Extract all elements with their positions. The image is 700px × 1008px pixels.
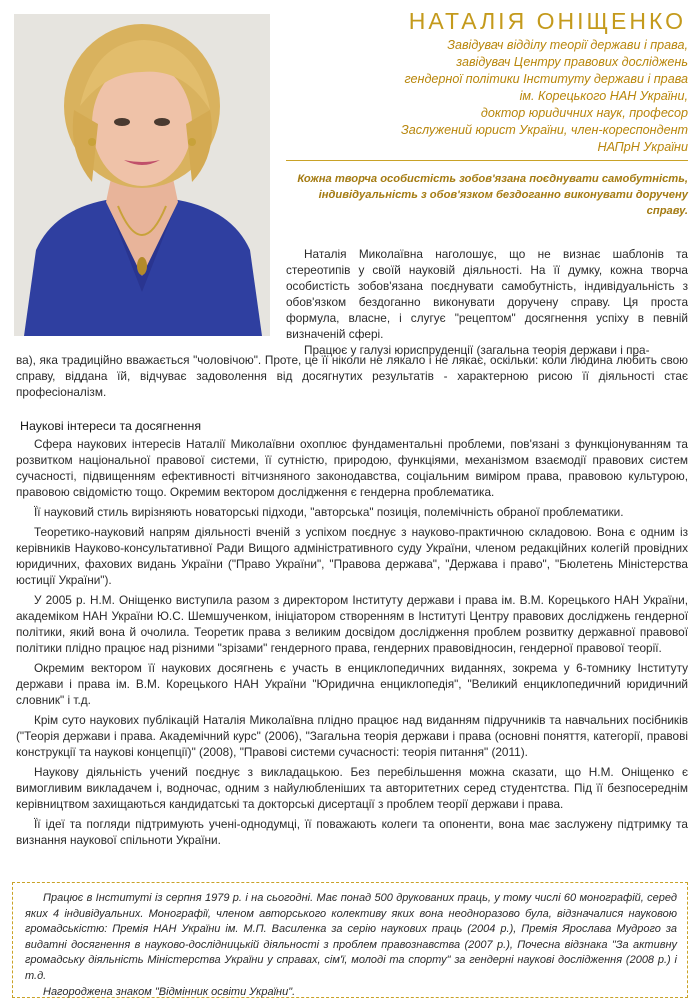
position-line: ім. Корецького НАН України, xyxy=(519,89,688,103)
position-line: завідувач Центру правових досліджень xyxy=(456,55,688,69)
section-title: Наукові інтереси та досягнення xyxy=(20,419,202,433)
portrait-photo xyxy=(14,14,270,336)
intro-paragraph: Працює у галузі юриспруденції (загальна теорія держави і пра- xyxy=(304,343,650,357)
position-title xyxy=(286,37,688,156)
intro-paragraph: Наталія Миколаївна наголошує, що не визнає шаблонів та стереотипів у своїй науковій діяльності. На її думку, кожна творча особистість зобов'язана поєднувати самобутність, індивідуальність з обов'язком бездоганно виконувати доручену справу. Ця проста формула, власне, і слугує "рецептом" досягнення успіху в певній визначеній сфері. xyxy=(286,247,688,341)
position-line: Заслужений юрист України, член-кореспондент xyxy=(400,123,688,137)
position-line: доктор юридичних наук, професор xyxy=(480,106,688,120)
achievements-paragraph: Працює в Інституті із серпня 1979 р. і на сьогодні. Має понад 500 друкованих праць, у тому числі 60 монографій, серед яких 4 індивідуальних. Монографії, членом авторського колективу яких вона неодноразово була, відзначалися науковою громадськістю: Премія НАН України ім. М.П. Василенка за серію наукових праць (2004 р.), Премія Ярослава Мудрого за видатні досягнення в науково-дослідницькій діяльності з проблем правознавства (2007 р.), Почесна відзнака "За активну громадську діяльність Міністерства України у справах, сім'ї, молоді та спорту" за гендерні наукові дослідження (2008 р.) і т.д. xyxy=(25,892,677,982)
motto-quote: Кожна творча особистість зобов'язана поєднувати самобутність, індивідуальність з обов'язком бездоганно виконувати доручену справу. xyxy=(297,173,688,217)
body-paragraph: Крім суто наукових публікацій Наталія Миколаївна плідно працює над виданням підручників та навчальних посібників ("Теорія держави і права. Академічний курс" (2006), "Загальна теорія держави і права (основні поняття, категорії, правові конструкції та наукові концепції)" (2008), "Правові системи сучасності: теорія питання" (2011). xyxy=(16,713,688,759)
position-line: гендерної політики Інституту держави і права xyxy=(404,72,688,86)
body-paragraph: Теоретико-науковий напрям діяльності вченій з успіхом поєднує з науково-практичною складовою. Вона є одним із керівників Науково-консультативної Ради Вищого адміністративного суду України, членом редакційних колегій провідних юридичних, фахових видань України ("Право України", "Правова держава", "Держава і право", "Бюлетень Міністерства юстиції України"). xyxy=(16,525,688,587)
body-paragraph: Окремим вектором її наукових досягнень є участь в енциклопедичних виданнях, зокрема у 6-томнику Інституту держави і права ім. В.М. Корецького НАН України "Юридична енциклопедія", "Великий енциклопедичний юридичний словник" і т.д. xyxy=(16,661,688,707)
body-paragraph: Наукову діяльність учений поєднує з викладацькою. Без перебільшення можна сказати, що Н.М. Оніщенко є вимогливим викладачем і, водночас, одним з найулюбленіших та авторитетних серед студентства. Під її безпосереднім керівництвом захищаються кандидатські та докторські дисертації з проблем теорії держави і права. xyxy=(16,765,688,811)
main-text xyxy=(16,352,688,852)
position-line: НАПрН України xyxy=(597,140,688,154)
body-paragraph: Її ідеї та погляди підтримують учені-однодумці, її поважають колеги та опоненти, вона має заслужену підтримку та визнання наукової спільноти України. xyxy=(16,817,688,847)
header xyxy=(286,8,688,156)
position-line: Завідувач відділу теорії держави і права, xyxy=(447,38,688,52)
award-paragraph: Нагороджена знаком "Відмінник освіти України". xyxy=(43,985,296,998)
person-name: НАТАЛІЯ ОНІЩЕНКО xyxy=(408,8,686,34)
header-divider xyxy=(286,160,688,161)
intro-text xyxy=(286,246,688,358)
body-paragraph: У 2005 р. Н.М. Оніщенко виступила разом з директором Інституту держави і права ім. В.М. Корецького НАН України, академіком НАН України Ю.С. Шемшученком, ініціатором створенням в Інституті Центру правових досліджень гендерної політики, який вона й очолила. Теоретик права з великим досвідом дослідження проблем розвитку державної правової політики плідно працює над різними "зрізами" гендерного права, гендерних правовідносин, гендерної правової теорії. xyxy=(16,593,688,655)
body-paragraph: Сфера наукових інтересів Наталії Миколаївни охоплює фундаментальні проблеми, пов'язані з функціонуванням та розвитком національної правової системи, її сутністю, природою, функціями, механізмом взаємодії правових систем сучасності, підвищенням ефективності вітчизняного законодавства, соціальним виміром права, правовою культурою, правовою свідомістю тощо. Окремим вектором дослідження є гендерна проблематика. xyxy=(16,437,688,499)
achievements-box xyxy=(12,882,688,998)
body-paragraph: ва), яка традиційно вважається "чоловічою". Проте, це її ніколи не лякало і не лякає, оскільки: коли людина любить свою справу, віддана їй, відчуває задоволення від досягнутих результатів - характерною рисою її діяльності стає професіоналізм. xyxy=(16,353,688,399)
body-paragraph: Її науковий стиль вирізняють новаторські підходи, "авторська" позиція, полемічність обраної проблематики. xyxy=(34,505,624,519)
